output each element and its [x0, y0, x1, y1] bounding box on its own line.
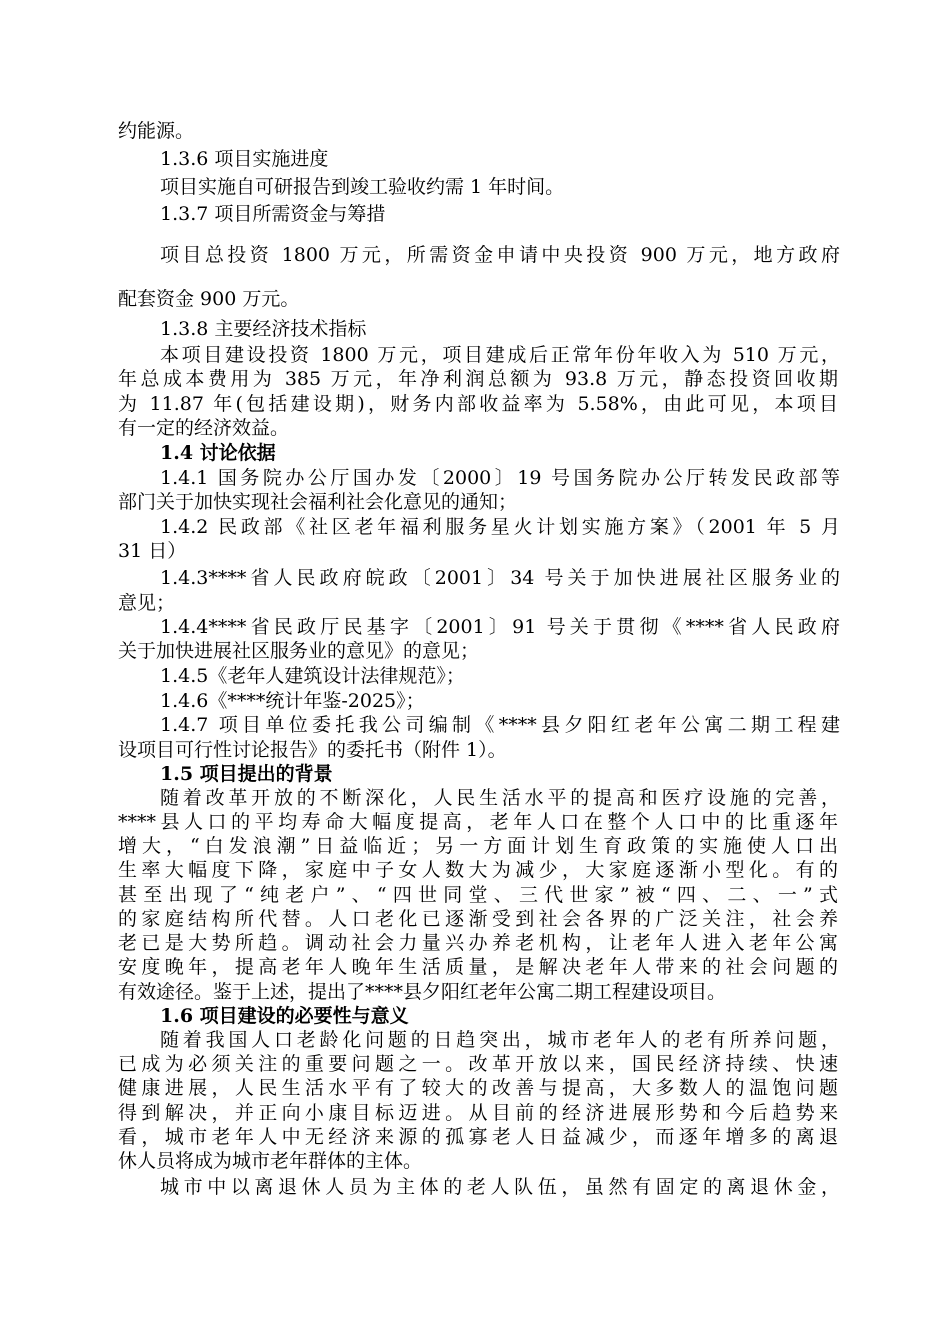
- text-line: 意见；: [118, 592, 176, 614]
- text-line: 随着我国人口老龄化问题的日趋突出，城市老年人的老有所养问题，: [160, 1029, 840, 1051]
- text-line: 老已是大势所趋。调动社会力量兴办养老机构，让老年人进入老年公寓: [118, 932, 838, 954]
- text-line: 随着改革开放的不断深化，人民生活水平的提高和医疗设施的完善，: [160, 787, 840, 809]
- text-line: 1.4.3****省人民政府皖政〔2001〕34 号关于加快进展社区服务业的: [160, 567, 840, 589]
- section-1-3-6-title: 1.3.6 项目实施进度: [160, 148, 329, 170]
- text-line: 1.4.5《老年人建筑设计法律规范》；: [160, 665, 465, 687]
- text-line: 已成为必须关注的重要问题之一。改革开放以来，国民经济持续、快速: [118, 1053, 838, 1075]
- text-line: ****县人口的平均寿命大幅度提高，老年人口在整个人口中的比重逐年: [118, 811, 838, 833]
- text-line: 增大，“白发浪潮”日益临近；另一方面计划生育政策的实施使人口出: [118, 835, 838, 857]
- text-line: 年总成本费用为 385 万元，年净利润总额为 93.8 万元，静态投资回收期: [118, 368, 838, 390]
- text-line: 甚至出现了“纯老户”、“四世同堂、三代世家”被“四、二、一”式: [118, 884, 838, 906]
- text-line: 有一定的经济效益。: [118, 417, 290, 439]
- text-line: 1.4.2 民政部《社区老年福利服务星火计划实施方案》（2001 年 5 月: [160, 516, 840, 538]
- text-line: 关于加快进展社区服务业的意见》的意见；: [118, 640, 480, 662]
- text-line: 1.4.1 国务院办公厅国办发〔2000〕19 号国务院办公厅转发民政部等: [160, 467, 840, 489]
- text-line: 有效途径。鉴于上述，提出了****县夕阳红老年公寓二期工程建设项目。: [118, 981, 727, 1003]
- text-line: 看，城市老年人中无经济来源的孤寡老人日益减少，而逐年增多的离退: [118, 1126, 838, 1148]
- section-1-3-8-title: 1.3.8 主要经济技术指标: [160, 318, 367, 340]
- text-line: 1.4.6《****统计年鉴-2025》；: [160, 690, 425, 712]
- text-line: 部门关于加快实现社会福利社会化意见的通知；: [118, 491, 518, 513]
- section-1-3-7-title: 1.3.7 项目所需资金与筹措: [160, 203, 386, 225]
- text-line: 健康进展，人民生活水平有了较大的改善与提高，大多数人的温饱问题: [118, 1077, 838, 1099]
- text-line: 城市中以离退休人员为主体的老人队伍，虽然有固定的离退休金，: [160, 1176, 840, 1198]
- text-line: 31 日）: [118, 540, 187, 562]
- section-1-6-heading: 1.6 项目建设的必要性与意义: [160, 1005, 409, 1027]
- text-line: 配套资金 900 万元。: [118, 288, 300, 310]
- text-line: 生率大幅度下降，家庭中子女人数大为减少，大家庭逐渐小型化。有的: [118, 859, 838, 881]
- text-line: 的家庭结构所代替。人口老化已逐渐受到社会各界的广泛关注，社会养: [118, 908, 838, 930]
- text-line: 设项目可行性讨论报告》的委托书（附件 1）。: [118, 739, 507, 761]
- text-line: 项目实施自可研报告到竣工验收约需 1 年时间。: [160, 176, 565, 198]
- text-line: 为 11.87 年(包括建设期)，财务内部收益率为 5.58%，由此可见，本项目: [118, 393, 838, 415]
- text-line: 约能源。: [118, 120, 195, 142]
- text-line: 安度晚年，提高老年人晚年生活质量，是解决老年人带来的社会问题的: [118, 956, 838, 978]
- text-line: 项目总投资 1800 万元，所需资金申请中央投资 900 万元，地方政府: [160, 244, 840, 266]
- text-line: 1.4.7 项目单位委托我公司编制《****县夕阳红老年公寓二期工程建: [160, 714, 840, 736]
- text-line: 休人员将成为城市老年群体的主体。: [118, 1150, 423, 1172]
- text-line: 1.4.4****省民政厅民基字〔2001〕91 号关于贯彻《****省人民政府: [160, 616, 840, 638]
- section-1-5-heading: 1.5 项目提出的背景: [160, 763, 333, 785]
- text-line: 本项目建设投资 1800 万元，项目建成后正常年份年收入为 510 万元，: [160, 344, 840, 366]
- text-line: 得到解决，并正向小康目标迈进。从目前的经济进展形势和今后趋势来: [118, 1102, 838, 1124]
- section-1-4-heading: 1.4 讨论依据: [160, 442, 276, 464]
